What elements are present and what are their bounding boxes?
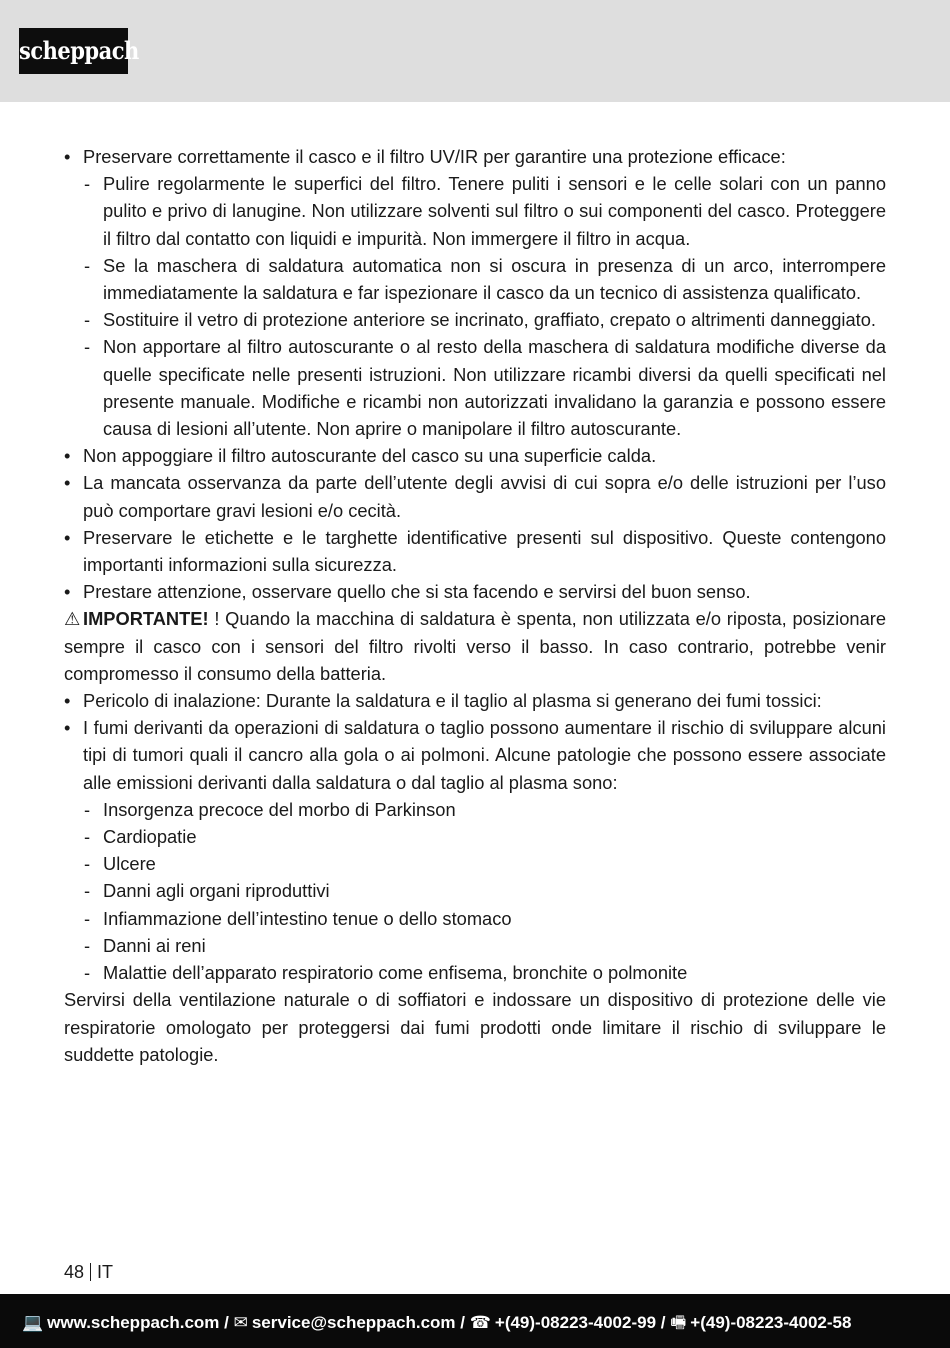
fax-icon: 🖷 [670,1313,687,1332]
dash-item: - Pulire regolarmente le superfici del filtro. Tenere puliti i sensori e le celle solari con un panno pulito e privo di lanugine. Non utilizzare solventi sul filtro o sui componenti del casco. Proteggere il filtro dal contatto con liquidi e impurità. Non immergere il filtro in acqua. [64,170,886,252]
footer-separator: / [656,1313,671,1332]
dash-item: - Non apportare al filtro autoscurante o al resto della maschera di saldatura modifiche diverse da quelle specificate nelle presenti istruzioni. Non utilizzare ricambi diversi da quelli specificati nel presente manuale. Modifiche e ricambi non autorizzati invalidano la garanzia e possono essere causa di lesioni all’utente. Non aprire o manipolare il filtro autoscurante. [64,333,886,442]
dash-item: - Cardiopatie [64,823,886,850]
bullet-item: • Non appoggiare il filtro autoscurante del casco su una superficie calda. [64,442,886,469]
bullet-item: • I fumi derivanti da operazioni di saldatura o taglio possono aumentare il rischio di sviluppare alcuni tipi di tumori quali il cancro alla gola o ai polmoni. Alcune patologie che possono essere associate alle emissioni derivanti dalla saldatura o dal taglio al plasma sono: [64,714,886,796]
dash-item: - Malattie dell’apparato respiratorio come enfisema, bronchite o polmonite [64,959,886,986]
closing-paragraph: Servirsi della ventilazione naturale o di soffiatori e indossare un dispositivo di protezione delle vie respiratorie omologato per proteggersi dai fumi prodotti onde limitare il rischio di sviluppare le suddette patologie. [64,989,886,1065]
warning-icon: ⚠ [64,608,81,630]
footer-separator: / [455,1313,470,1332]
bullet-item: • Preservare le etichette e le targhette identificative presenti sul dispositivo. Queste contengono importanti informazioni sulla sicurezza. [64,524,886,578]
page-number-divider [90,1263,91,1281]
footer-phone: +(49)-08223-4002-99 [494,1313,657,1332]
footer-fax: +(49)-08223-4002-58 [690,1313,852,1332]
computer-icon: 💻 [22,1313,44,1332]
bullet-item: • La mancata osservanza da parte dell’utente degli avvisi di cui sopra e/o delle istruzioni per l’uso può comportare gravi lesioni e/o cecità. [64,469,886,523]
warning-paragraph [64,605,886,687]
page-footer [0,1294,950,1348]
page-number [64,1260,113,1284]
dash-item: - Se la maschera di saldatura automatica non si oscura in presenza di un arco, interrompere immediatamente la saldatura e far ispezionare il casco da un tecnico di assistenza qualificato. [64,252,886,306]
footer-email-link[interactable]: service@scheppach.com [251,1313,456,1332]
bullet-item: • Preservare correttamente il casco e il filtro UV/IR per garantire una protezione efficace: [64,143,886,170]
dash-item: - Sostituire il vetro di protezione anteriore se incrinato, graffiato, crepato o altrimenti danneggiato. [64,306,886,333]
dash-item: - Insorgenza precoce del morbo di Parkinson [64,796,886,823]
page-number-value: 48 [64,1262,85,1282]
scheppach-logo: scheppach [19,28,128,74]
footer-contact-line [22,1310,851,1339]
page-language: IT [97,1262,114,1282]
phone-icon: ☎ [469,1313,491,1332]
dash-item: - Infiammazione dell’intestino tenue o dello stomaco [64,905,886,932]
warning-label: IMPORTANTE! [83,608,209,630]
dash-item: - Danni ai reni [64,932,886,959]
bullet-item: • Pericolo di inalazione: Durante la saldatura e il taglio al plasma si generano dei fumi tossici: [64,687,886,714]
mail-icon: ✉ [233,1313,248,1332]
dash-item: - Ulcere [64,850,886,877]
footer-website-link[interactable]: www.scheppach.com [47,1313,220,1332]
page-header [0,0,950,102]
dash-item: - Danni agli organi riproduttivi [64,877,886,904]
warning-text: ! Quando la macchina di saldatura è spenta, non utilizzata e/o riposta, posizionare sempre il casco con i sensori del filtro rivolti verso il basso. In caso contrario, potrebbe venir compromesso il consumo della batteria. [64,608,886,684]
document-body [64,143,886,1068]
bullet-item: • Prestare attenzione, osservare quello che si sta facendo e servirsi del buon senso. [64,578,886,605]
footer-separator: / [219,1313,234,1332]
